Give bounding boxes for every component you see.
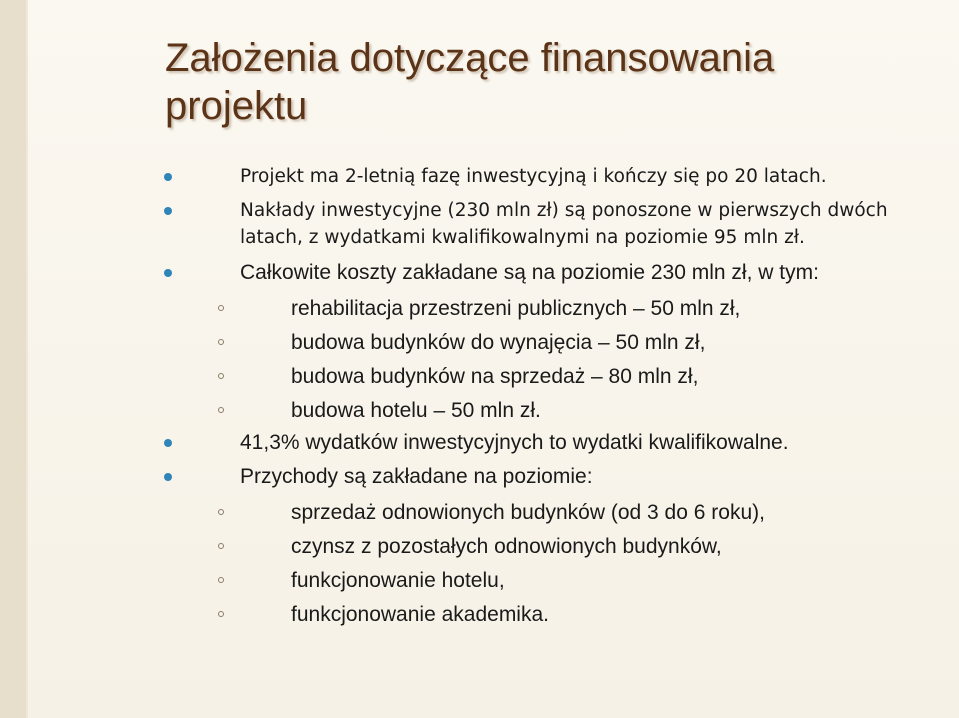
sub-bullet-item: [150, 292, 930, 326]
bullet-text: Całkowite koszty zakładane są na poziomie 230 mln zł, w tym:: [240, 261, 819, 284]
sub-bullet-item: [150, 326, 930, 360]
bullet-text: 41,3% wydatków inwestycyjnych to wydatki kwalifikowalne.: [240, 431, 789, 454]
bullet-item: [150, 163, 930, 190]
bullet-dot-icon: [164, 269, 172, 277]
bullet-item: [150, 428, 930, 458]
bullet-text: Przychody są zakładane na poziomie:: [240, 465, 593, 488]
sub-bullet-ring-icon: [218, 509, 224, 515]
bullet-dot-icon: [164, 173, 172, 181]
bullet-dot-icon: [164, 439, 172, 447]
bullet-text: Nakłady inwestycyjne (230 mln zł) są ponoszone w pierwszych dwóch latach, z wydatkami kwalifikowalnymi na poziomie 95 mln zł.: [240, 200, 888, 248]
sub-bullet-text: funkcjonowanie hotelu,: [291, 569, 505, 592]
sub-bullet-text: funkcjonowanie akademika.: [291, 603, 549, 626]
sub-bullet-ring-icon: [218, 407, 224, 413]
bullet-dot-icon: [164, 207, 172, 215]
bullet-item: [150, 462, 930, 492]
sub-bullet-ring-icon: [218, 339, 224, 345]
sub-bullet-text: czynsz z pozostałych odnowionych budynków,: [291, 535, 722, 558]
bullet-item: [150, 258, 930, 288]
sub-bullet-item: [150, 530, 930, 564]
left-decorative-bar: [0, 0, 26, 718]
sub-bullet-ring-icon: [218, 611, 224, 617]
bullet-text: Projekt ma 2-letnią fazę inwestycyjną i kończy się po 20 latach.: [240, 166, 827, 187]
sub-bullet-item: [150, 496, 930, 530]
sub-bullet-text: sprzedaż odnowionych budynków (od 3 do 6 roku),: [291, 501, 765, 524]
sub-bullet-ring-icon: [218, 305, 224, 311]
sub-bullet-ring-icon: [218, 543, 224, 549]
left-decorative-line: [26, 0, 28, 718]
sub-bullet-ring-icon: [218, 577, 224, 583]
bullet-list: [150, 163, 930, 632]
sub-bullet-text: budowa hotelu – 50 mln zł.: [291, 399, 541, 422]
bullet-dot-icon: [164, 473, 172, 481]
sub-bullet-item: [150, 360, 930, 394]
sub-bullet-text: rehabilitacja przestrzeni publicznych – 50 mln zł,: [291, 297, 741, 320]
sub-bullet-ring-icon: [218, 373, 224, 379]
sub-bullet-text: budowa budynków do wynajęcia – 50 mln zł,: [291, 331, 706, 354]
slide-title: Założenia dotyczące finansowania projektu: [165, 36, 775, 128]
sub-bullet-item: [150, 598, 930, 632]
sub-bullet-text: budowa budynków na sprzedaż – 80 mln zł,: [291, 365, 699, 388]
sub-bullet-item: [150, 564, 930, 598]
sub-bullet-item: [150, 394, 930, 428]
bullet-item: [150, 197, 930, 251]
